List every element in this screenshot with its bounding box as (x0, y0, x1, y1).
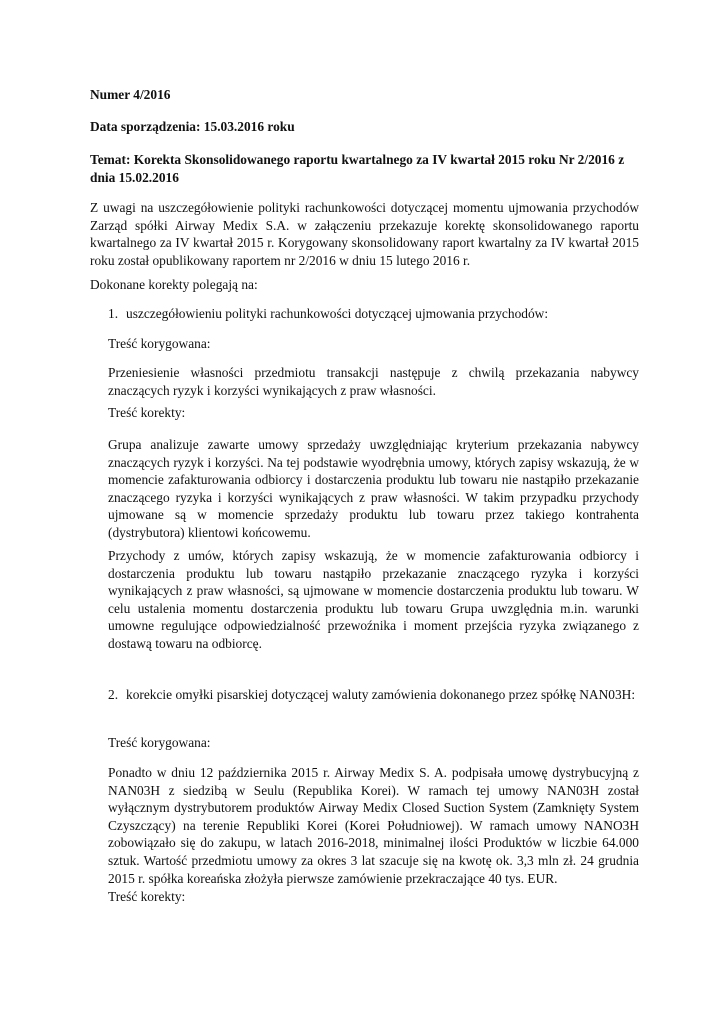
list-number: 2. (108, 687, 119, 702)
correction-label: Treść korekty: (108, 405, 186, 420)
report-subject: Temat: Korekta Skonsolidowanego raportu kwartalnego za IV kwartał 2015 roku Nr 2/2016 z dnia 15.02.2016 (90, 152, 625, 185)
correction-paragraph-2: Przychody z umów, których zapisy wskazują, że w momencie zafakturowania odbiorcy i dostarczenia produktu lub towaru nastąpiło przekazanie znaczącego ryzyka i korzyści wynikających z praw własności, są ujmowane w momencie dostarczenia produktu lub towaru. W celu ustalenia momentu dostarczenia produktu lub towaru Grupa uwzględnia m.in. warunki umowne regulujące odpowiedzialność przewoźnika i moment przejścia ryzyka związanego z dostawą towaru na odbiorcę. (108, 548, 639, 651)
correction-label: Treść korekty: (108, 889, 186, 904)
list-item-title: uszczegółowieniu polityki rachunkowości dotyczącej ujmowania przychodów: (126, 306, 549, 321)
corrected-text: Przeniesienie własności przedmiotu transakcji następuje z chwilą przekazania nabywcy znaczących ryzyk i korzyści wynikających z praw własności. (108, 365, 639, 398)
intro-paragraph: Z uwagi na uszczegółowienie polityki rachunkowości dotyczącej momentu ujmowania przychodów Zarząd spółki Airway Medix S.A. w załączeniu przekazuje korektę skonsolidowanego raportu kwartalnego za IV kwartał 2015 r. Korygowany skonsolidowany raport kwartalny za IV kwartał 2015 roku został opublikowany raportem nr 2/2016 w dniu 15 lutego 2016 r. (90, 200, 639, 268)
list-item-1 (108, 305, 639, 323)
corrected-label: Treść korygowana: (108, 735, 211, 750)
report-date: Data sporządzenia: 15.03.2016 roku (90, 119, 295, 134)
list-item-2 (108, 686, 639, 704)
report-number: Numer 4/2016 (90, 87, 171, 102)
corrected-text: Ponadto w dniu 12 października 2015 r. Airway Medix S. A. podpisała umowę dystrybucyjną z NAN03H z siedzibą w Seulu (Republika Korei). W ramach tej umowy NAN03H został wyłącznym dystrybutorem produktów Airway Medix Closed Suction System (Zamknięty System Czyszczący) na terenie Republiki Korei (Korei Południowej). W ramach umowy NANO3H zobowiązało się do zakupu, w latach 2016-2018, minimalnej ilości Produktów w liczbie 64.000 sztuk. Wartość przedmiotu umowy za okres 3 lat szacuje się na kwotę ok. 3,3 mln zł. 24 grudnia 2015 r. spółka koreańska złożyła pierwsze zamówienie przekraczające 40 tys. EUR. (108, 765, 639, 886)
list-number: 1. (108, 306, 119, 321)
corrected-label: Treść korygowana: (108, 336, 211, 351)
list-item-title: korekcie omyłki pisarskiej dotyczącej waluty zamówienia dokonanego przez spółkę NAN03H: (126, 687, 636, 702)
correction-paragraph-1: Grupa analizuje zawarte umowy sprzedaży uwzględniając kryterium przekazania nabywcy znaczących ryzyk i korzyści. Na tej podstawie wyodrębnia umowy, których zapisy wskazują, że w momencie zafakturowania odbiorcy i dostarczenia produktu lub towaru nie nastąpiło przekazanie znaczącego ryzyka i korzyści wynikających z praw własności. W takim przypadku przychody ujmowane są w momencie sprzedaży produktu lub towaru przez takiego kontrahenta (dystrybutora) klientowi końcowemu. (108, 437, 639, 540)
corrections-intro: Dokonane korekty polegają na: (90, 277, 258, 292)
